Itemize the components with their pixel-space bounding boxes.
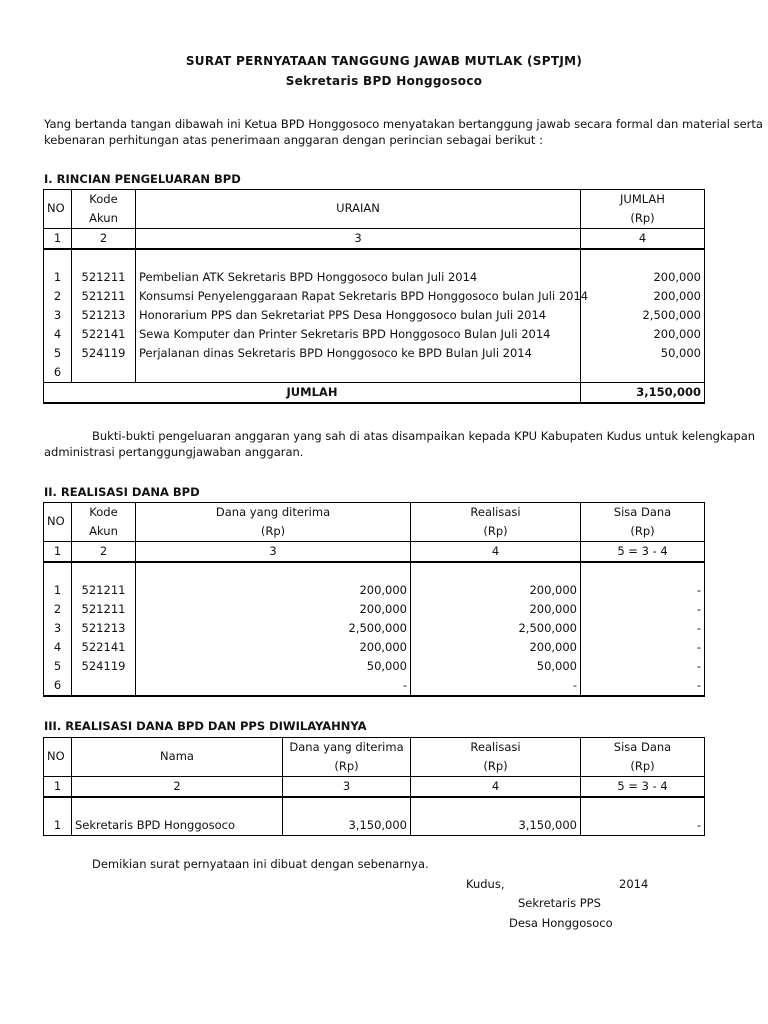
table-row: 6 - - - — [44, 676, 705, 696]
expense-table — [43, 189, 705, 404]
header-kode-1: Kode — [72, 190, 136, 210]
table-row: 4 522141 200,000 200,000 - — [44, 638, 705, 657]
closing-year: 2014 — [619, 877, 649, 891]
table-row: 5 524119 Perjalanan dinas Sekretaris BPD Honggosoco ke BPD Bulan Juli 2014 50,000 — [44, 344, 705, 363]
section-1-heading: I. RINCIAN PENGELUARAN BPD — [44, 172, 241, 186]
index-cell: 1 — [44, 229, 72, 250]
index-cell: 4 — [581, 229, 705, 250]
total-value: 3,150,000 — [581, 383, 705, 404]
table-row: 5 524119 50,000 50,000 - — [44, 657, 705, 676]
realisasi-table: Kode Dana yang diterima Realisasi Sisa Dana NO Akun (Rp) (Rp) (Rp) 1 2 3 4 5 = 3 - 4 1 521211 200,000 200,000 - 2 521211 200,000 200,000 - 3 521213 2,500,000 2,500,000 - 4 522141 200,000 200,000 - 5 524119 50,000 50,000 - 6 - - - — [43, 502, 705, 697]
closing-place: Kudus, — [466, 877, 505, 891]
signature-village: Desa Honggosoco — [509, 916, 613, 930]
table-row: 2 521211 200,000 200,000 - — [44, 600, 705, 619]
signature-title: Sekretaris PPS — [518, 896, 601, 910]
document-title: SURAT PERNYATAAN TANGGUNG JAWAB MUTLAK (SPTJM) — [185, 54, 583, 68]
document-subtitle: Sekretaris BPD Honggosoco — [285, 74, 483, 88]
intro-line-1: Yang bertanda tangan dibawah ini Ketua BPD Honggosoco menyatakan bertanggung jawab secara formal dan material serta — [44, 117, 763, 131]
header-kode-2: Akun — [72, 209, 136, 229]
table-row: 3 521213 Honorarium PPS dan Sekretariat PPS Desa Honggosoco bulan Juli 2014 2,500,000 — [44, 306, 705, 325]
bukti-line-2: administrasi pertanggungjawaban anggaran. — [44, 445, 304, 459]
intro-line-2: kebenaran perhitungan atas penerimaan anggaran dengan perincian sebagai berikut : — [44, 133, 543, 147]
section-2-heading: II. REALISASI DANA BPD — [44, 485, 200, 499]
total-label: JUMLAH — [44, 383, 581, 404]
closing-text: Demikian surat pernyataan ini dibuat dengan sebenarnya. — [92, 857, 429, 871]
total-row — [44, 383, 705, 404]
table-row: 3 521213 2,500,000 2,500,000 - — [44, 619, 705, 638]
table-row: 1 521211 Pembelian ATK Sekretaris BPD Honggosoco bulan Juli 2014 200,000 — [44, 268, 705, 287]
bukti-line-1: Bukti-bukti pengeluaran anggaran yang sah di atas disampaikan kepada KPU Kabupaten Kudus untuk kelengkapan — [92, 429, 756, 443]
index-cell: 3 — [136, 229, 581, 250]
header-uraian: URAIAN — [136, 209, 581, 229]
header-jumlah-2: (Rp) — [581, 209, 705, 229]
table-row: 1 521211 200,000 200,000 - — [44, 581, 705, 600]
header-jumlah-1: JUMLAH — [581, 190, 705, 210]
section-3-heading: III. REALISASI DANA BPD DAN PPS DIWILAYAHNYA — [44, 719, 367, 733]
header-no-label: NO — [44, 209, 72, 229]
wilayah-table: Dana yang diterima Realisasi Sisa Dana NO Nama (Rp) (Rp) (Rp) 1 2 3 4 5 = 3 - 4 1 Sekretaris BPD Honggosoco 3,150,000 3,150,000 - — [43, 737, 705, 836]
index-cell: 2 — [72, 229, 136, 250]
table-row: 6 — [44, 363, 705, 383]
table-row: 1 Sekretaris BPD Honggosoco 3,150,000 3,150,000 - — [44, 816, 705, 836]
table-row: 4 522141 Sewa Komputer dan Printer Sekretaris BPD Honggosoco Bulan Juli 2014 200,000 — [44, 325, 705, 344]
table-row: 2 521211 Konsumsi Penyelenggaraan Rapat Sekretaris BPD Honggosoco bulan Juli 2014 200,000 — [44, 287, 705, 306]
